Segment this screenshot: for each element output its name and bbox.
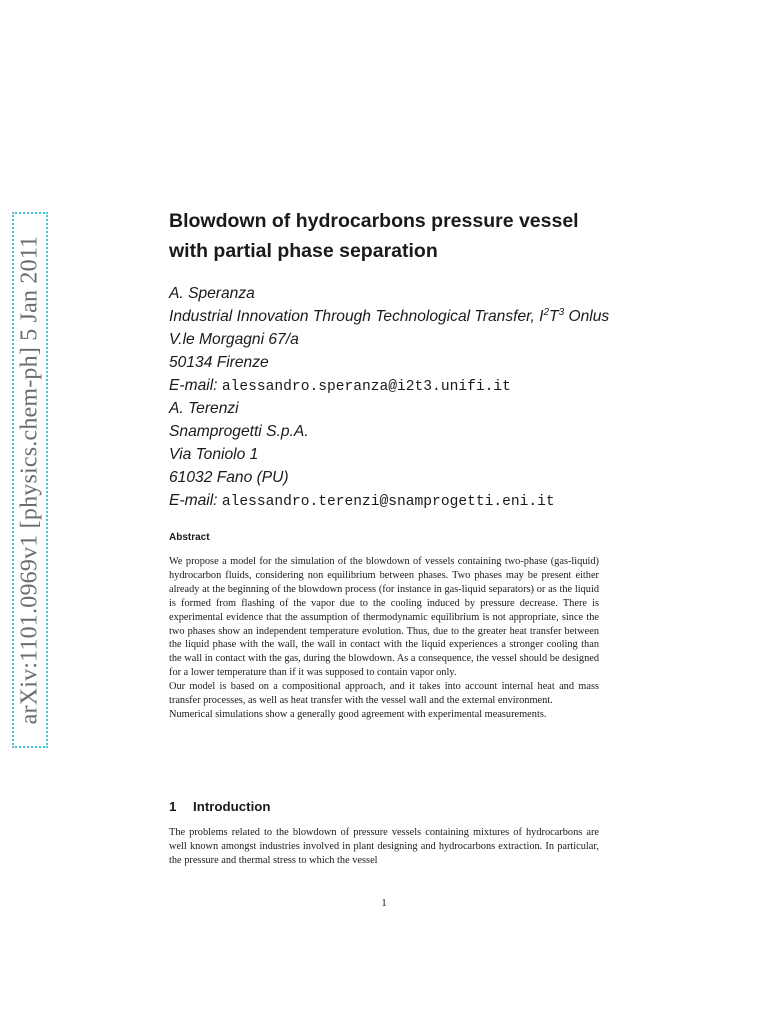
author-1-street: V.le Morgagni 67/a [169, 331, 299, 348]
arxiv-identifier: arXiv:1101.0969v1 [physics.chem-ph] 5 Jan 2011 [16, 235, 43, 725]
author-1-email[interactable]: alessandro.speranza@i2t3.unifi.it [221, 379, 511, 395]
affiliation-sup-2: 3 [558, 306, 565, 318]
section-number: 1 [169, 799, 177, 814]
arxiv-stamp [12, 212, 48, 748]
author-block [169, 282, 729, 512]
affiliation-sup-1: 2 [543, 306, 550, 318]
abstract-paragraph-2: Our model is based on a compositional approach, and it takes into account internal heat and mass transfer processes, as well as heat transfer with the vessel wall and the external environment. [169, 681, 599, 707]
abstract-body [169, 555, 599, 722]
author-2-name: A. Terenzi [169, 400, 239, 417]
author-1-affiliation [169, 305, 729, 328]
author-2-email-line [169, 489, 729, 512]
author-1-city: 50134 Firenze [169, 354, 269, 371]
author-2-email[interactable]: alessandro.terenzi@snamprogetti.eni.it [221, 494, 555, 510]
section-title: Introduction [193, 799, 271, 814]
author-2-city: 61032 Fano (PU) [169, 469, 289, 486]
author-2-street: Via Toniolo 1 [169, 446, 259, 463]
affiliation-text: Industrial Innovation Through Technological Transfer, I [169, 308, 544, 325]
author-2-affiliation: Snamprogetti S.p.A. [169, 423, 309, 440]
section-heading-introduction [169, 799, 271, 814]
abstract-paragraph-3: Numerical simulations show a generally good agreement with experimental measurements. [169, 708, 547, 720]
title-line-1: Blowdown of hydrocarbons pressure vessel [169, 210, 579, 232]
page-number: 1 [381, 897, 387, 909]
abstract-paragraph-1: We propose a model for the simulation of the blowdown of vessels containing two-phase (gas-liquid) hydrocarbon fluids, considering non equilibrium between phases. Two phases may be present either already at the beginning of the blowdown process (for instance in gas-liquid separators) or as the liquid is formed from flashing of the vapor due to the cooling induced by pressure decrease. There is experimental evidence that the assumption of thermodynamic equilibrium is not appropriate, since the two phases show an independent temperature evolution. Thus, due to the greater heat transfer between the liquid phase with the wall, the wall in contact with the liquid experiences a stronger cooling than the wall in contact with the gas, during the blowdown. As a consequence, the vessel should be designed for a lower temperature than if it was supposed to contain vapor only. [169, 556, 599, 679]
introduction-paragraph: The problems related to the blowdown of pressure vessels containing mixtures of hydrocarbons are well known amongst industries involved in plant designing and hydrocarbons extraction. In particular, the pressure and thermal stress to which the vessel [169, 827, 599, 866]
email-label: E-mail: [169, 492, 218, 509]
author-1-email-line [169, 374, 729, 397]
affiliation-t: T [549, 308, 559, 325]
paper-title [169, 206, 689, 266]
email-label: E-mail: [169, 377, 218, 394]
abstract-heading: Abstract [169, 532, 210, 543]
affiliation-tail: Onlus [564, 308, 610, 325]
title-line-2: with partial phase separation [169, 240, 438, 262]
author-1-name: A. Speranza [169, 285, 255, 302]
